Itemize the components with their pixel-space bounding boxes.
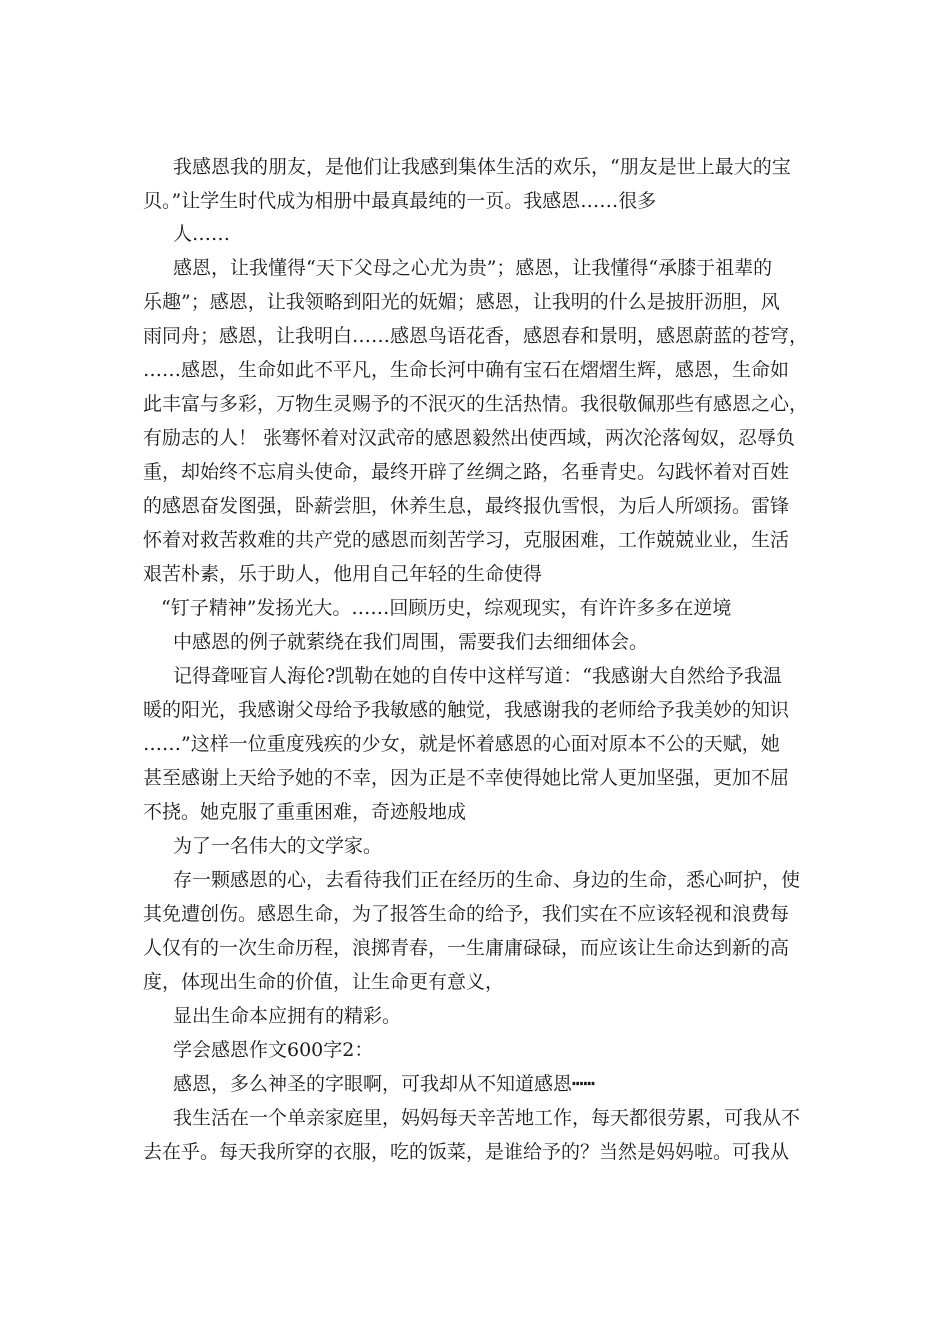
text-line: 去在乎。每天我所穿的衣服，吃的饭菜，是谁给予的？当然是妈妈啦。可我从 — [143, 1141, 790, 1163]
text-line: 其免遭创伤。感恩生命，为了报答生命的给予，我们实在不应该轻视和浪费每 — [143, 903, 790, 925]
text-line: 记得聋哑盲人海伦?凯勒在她的自传中这样写道：“我感谢大自然给予我温 — [173, 665, 782, 687]
section-heading: 学会感恩作文600字2： — [173, 1039, 374, 1061]
text-line: 存一颗感恩的心，去看待我们正在经历的生命、身边的生命，悉心呵护，使 — [173, 869, 801, 891]
text-line: 人仅有的一次生命历程，浪掷青春，一生庸庸碌碌，而应该让生命达到新的高 — [143, 937, 790, 959]
text-line: 此丰富与多彩，万物生灵赐予的不泯灭的生活热情。我很敬佩那些有感恩之心， — [143, 393, 809, 415]
text-line: 暖的阳光，我感谢父母给予我敏感的触觉，我感谢我的老师给予我美妙的知识 — [143, 699, 790, 721]
text-line: 人…… — [173, 223, 231, 245]
text-line: 中感恩的例子就萦绕在我们周围，需要我们去细细体会。 — [173, 631, 649, 653]
text-line: 我生活在一个单亲家庭里，妈妈每天辛苦地工作，每天都很劳累，可我从不 — [173, 1107, 801, 1129]
text-line: 乐趣”；感恩，让我领略到阳光的妩媚；感恩，让我明的什么是披肝沥胆，风 — [143, 291, 780, 313]
text-line: ……感恩，生命如此不平凡，生命长河中确有宝石在熠熠生辉，感恩，生命如 — [143, 359, 790, 381]
text-line: 的感恩奋发图强，卧薪尝胆，休养生息，最终报仇雪恨，为后人所颂扬。雷锋 — [143, 495, 790, 517]
text-line: 感恩，多么神圣的字眼啊，可我却从不知道感恩┅┅ — [173, 1073, 595, 1095]
text-line: 艰苦朴素，乐于助人，他用自己年轻的生命使得 — [143, 563, 543, 585]
text-line: 感恩，让我懂得“天下父母之心尤为贵”；感恩，让我懂得“承膝于祖辈的 — [173, 257, 773, 279]
text-line: 有励志的人！ 张骞怀着对汉武帝的感恩毅然出使西域，两次沦落匈奴，忍辱负 — [143, 427, 796, 449]
text-line: 度，体现出生命的价值，让生命更有意义， — [143, 971, 505, 993]
text-line: 为了一名伟大的文学家。 — [173, 835, 383, 857]
text-line: 甚至感谢上天给予她的不幸，因为正是不幸使得她比常人更加坚强，更加不屈 — [143, 767, 790, 789]
text-line: 显出生命本应拥有的精彩。 — [173, 1005, 402, 1027]
text-line: 雨同舟；感恩，让我明白……感恩鸟语花香，感恩春和景明，感恩蔚蓝的苍穹， — [143, 325, 809, 347]
text-line: 不挠。她克服了重重困难，奇迹般地成 — [143, 801, 467, 823]
text-line: “钉子精神”发扬光大。……回顾历史，综观现实，有许许多多在逆境 — [161, 597, 732, 619]
text-line: ……”这样一位重度残疾的少女，就是怀着感恩的心面对原本不公的天赋，她 — [143, 733, 780, 755]
text-line: 贝。”让学生时代成为相册中最真最纯的一页。我感恩……很多 — [143, 190, 657, 212]
text-line: 我感恩我的朋友，是他们让我感到集体生活的欢乐，“朋友是世上最大的宝 — [173, 156, 791, 178]
text-line: 怀着对救苦救难的共产党的感恩而刻苦学习，克服困难，工作兢兢业业，生活 — [143, 529, 790, 551]
text-line: 重，却始终不忘肩头使命，最终开辟了丝绸之路，名垂青史。勾践怀着对百姓 — [143, 461, 790, 483]
